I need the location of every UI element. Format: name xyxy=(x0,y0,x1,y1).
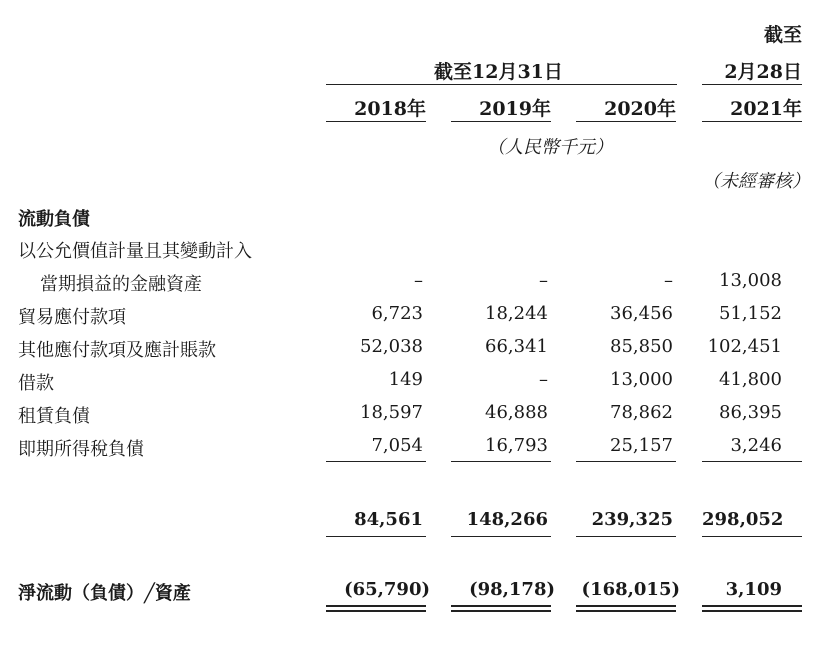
as-of-rule xyxy=(702,84,802,85)
cell-lease-2019: 46,888 xyxy=(485,402,548,423)
total-rule-1 xyxy=(326,536,426,537)
cell-trade-2018: 6,723 xyxy=(371,303,423,324)
net-2018: (65,790) xyxy=(344,579,430,600)
subtotal-rule-4 xyxy=(702,461,802,462)
cell-borrow-2021: 41,800 xyxy=(719,369,782,390)
cell-tax-2020: 25,157 xyxy=(610,435,673,456)
section-title: 流動負債 xyxy=(18,209,90,230)
cell-borrow-2020: 13,000 xyxy=(610,369,673,390)
net-2021: 3,109 xyxy=(725,579,782,600)
row-label-fvtpl-2: 當期損益的金融資產 xyxy=(40,274,202,295)
row-label-other-payables: 其他應付款項及應計賬款 xyxy=(18,340,216,361)
subtotal-rule-2 xyxy=(451,461,551,462)
net-2020: (168,015) xyxy=(581,579,680,600)
total-2021: 298,052 xyxy=(702,509,784,530)
cell-fvtpl-2020: – xyxy=(664,270,673,291)
net-2019: (98,178) xyxy=(469,579,555,600)
subtotal-rule-3 xyxy=(576,461,676,462)
cell-lease-2018: 18,597 xyxy=(360,402,423,423)
period-rule xyxy=(326,84,677,85)
cell-other-2021: 102,451 xyxy=(707,336,782,357)
total-2018: 84,561 xyxy=(354,509,423,530)
year-2020: 2020年 xyxy=(604,98,676,120)
cell-fvtpl-2019: – xyxy=(539,270,548,291)
cell-fvtpl-2018: – xyxy=(414,270,423,291)
period-header: 截至12月31日 xyxy=(434,61,563,83)
subtotal-rule-1 xyxy=(326,461,426,462)
cell-other-2019: 66,341 xyxy=(485,336,548,357)
year-2019: 2019年 xyxy=(479,98,551,120)
total-2019: 148,266 xyxy=(466,509,548,530)
cell-borrow-2019: – xyxy=(539,369,548,390)
double-rule-bottom-4 xyxy=(702,610,802,612)
year-rule-2 xyxy=(451,121,551,122)
row-label-tax-liabilities: 即期所得稅負債 xyxy=(18,439,144,460)
cell-other-2018: 52,038 xyxy=(360,336,423,357)
cell-fvtpl-2021: 13,008 xyxy=(719,270,782,291)
double-rule-top-3 xyxy=(576,605,676,607)
year-2018: 2018年 xyxy=(354,98,426,120)
cell-lease-2021: 86,395 xyxy=(719,402,782,423)
double-rule-bottom-2 xyxy=(451,610,551,612)
year-rule-1 xyxy=(326,121,426,122)
row-label-trade-payables: 貿易應付款項 xyxy=(18,307,126,328)
cell-borrow-2018: 149 xyxy=(388,369,423,390)
double-rule-top-1 xyxy=(326,605,426,607)
cell-trade-2021: 51,152 xyxy=(719,303,782,324)
net-current-label: 淨流動（負債）╱資產 xyxy=(18,583,191,604)
cell-other-2020: 85,850 xyxy=(610,336,673,357)
year-rule-4 xyxy=(702,121,802,122)
total-2020: 239,325 xyxy=(591,509,673,530)
as-of-label: 截至 xyxy=(763,24,802,46)
cell-tax-2018: 7,054 xyxy=(371,435,423,456)
unit-label: （人民幣千元） xyxy=(487,137,613,158)
double-rule-top-2 xyxy=(451,605,551,607)
cell-trade-2019: 18,244 xyxy=(485,303,548,324)
cell-tax-2021: 3,246 xyxy=(730,435,782,456)
double-rule-top-4 xyxy=(702,605,802,607)
double-rule-bottom-1 xyxy=(326,610,426,612)
cell-trade-2020: 36,456 xyxy=(610,303,673,324)
row-label-fvtpl-1: 以公允價值計量且其變動計入 xyxy=(18,241,252,262)
total-rule-4 xyxy=(702,536,802,537)
row-label-lease-liabilities: 租賃負債 xyxy=(18,406,90,427)
double-rule-bottom-3 xyxy=(576,610,676,612)
year-2021: 2021年 xyxy=(730,98,802,120)
total-rule-2 xyxy=(451,536,551,537)
row-label-borrowings: 借款 xyxy=(18,373,54,394)
as-of-date: 2月28日 xyxy=(724,61,802,83)
unaudited-label: （未經審核） xyxy=(702,171,810,192)
cell-lease-2020: 78,862 xyxy=(610,402,673,423)
year-rule-3 xyxy=(576,121,676,122)
total-rule-3 xyxy=(576,536,676,537)
cell-tax-2019: 16,793 xyxy=(485,435,548,456)
